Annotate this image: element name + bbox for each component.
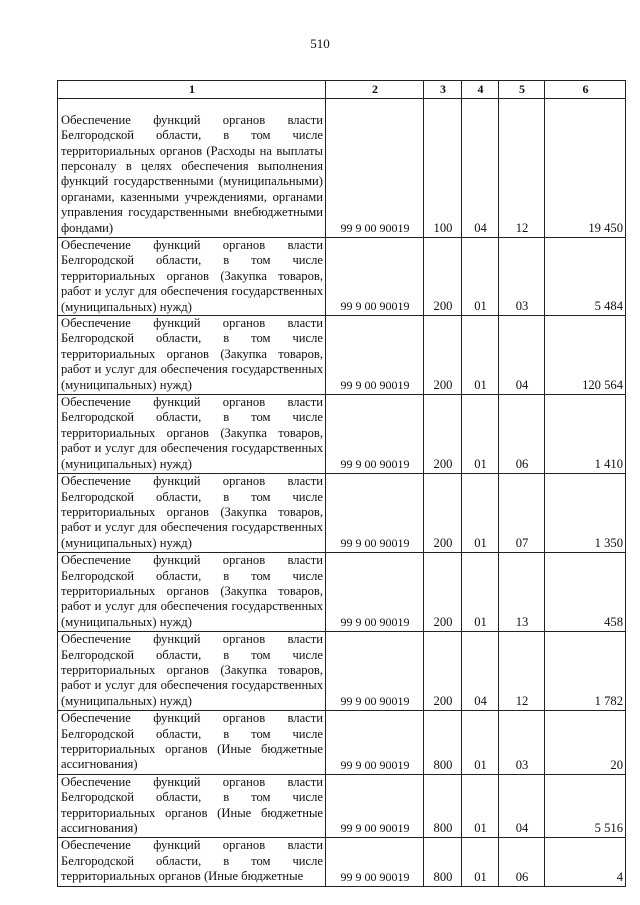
row-pr: 12 xyxy=(499,99,545,238)
row-sum: 4 xyxy=(545,838,626,886)
column-header: 3 xyxy=(424,81,462,99)
row-rz: 01 xyxy=(462,774,499,838)
column-header: 6 xyxy=(545,81,626,99)
row-description: Обеспечение функций органов власти Белгородской области, в том числе территориальных органов (Закупка товаров, работ и услуг для обеспечения государственных (муниципальных) нужд) xyxy=(58,474,326,553)
row-pr: 04 xyxy=(499,774,545,838)
row-code: 99 9 00 90019 xyxy=(326,395,424,474)
column-header: 5 xyxy=(499,81,545,99)
row-rz: 01 xyxy=(462,238,499,316)
row-code: 99 9 00 90019 xyxy=(326,711,424,775)
table-row xyxy=(58,99,626,238)
row-vr: 200 xyxy=(424,395,462,474)
column-header: 2 xyxy=(326,81,424,99)
row-code: 99 9 00 90019 xyxy=(326,238,424,316)
table-row xyxy=(58,474,626,553)
row-sum: 19 450 xyxy=(545,99,626,238)
row-vr: 800 xyxy=(424,774,462,838)
column-header: 4 xyxy=(462,81,499,99)
row-vr: 800 xyxy=(424,838,462,886)
row-vr: 100 xyxy=(424,99,462,238)
row-rz: 01 xyxy=(462,838,499,886)
table-row xyxy=(58,316,626,395)
row-sum: 120 564 xyxy=(545,316,626,395)
row-sum: 20 xyxy=(545,711,626,775)
row-rz: 01 xyxy=(462,395,499,474)
table-row xyxy=(58,632,626,711)
row-sum: 1 350 xyxy=(545,474,626,553)
row-pr: 13 xyxy=(499,553,545,632)
row-rz: 01 xyxy=(462,711,499,775)
row-pr: 06 xyxy=(499,395,545,474)
row-sum: 5 484 xyxy=(545,238,626,316)
row-sum: 5 516 xyxy=(545,774,626,838)
row-description: Обеспечение функций органов власти Белгородской области, в том числе территориальных органов (Закупка товаров, работ и услуг для обеспечения государственных (муниципальных) нужд) xyxy=(58,632,326,711)
row-rz: 01 xyxy=(462,474,499,553)
table-row xyxy=(58,838,626,886)
table-header-row xyxy=(58,81,626,99)
row-description: Обеспечение функций органов власти Белгородской области, в том числе территориальных органов (Закупка товаров, работ и услуг для обеспечения государственных (муниципальных) нужд) xyxy=(58,316,326,395)
row-code: 99 9 00 90019 xyxy=(326,99,424,238)
row-pr: 04 xyxy=(499,316,545,395)
row-pr: 07 xyxy=(499,474,545,553)
row-code: 99 9 00 90019 xyxy=(326,474,424,553)
row-code: 99 9 00 90019 xyxy=(326,774,424,838)
row-description: Обеспечение функций органов власти Белгородской области, в том числе территориальных органов (Закупка товаров, работ и услуг для обеспечения государственных (муниципальных) нужд) xyxy=(58,395,326,474)
row-pr: 03 xyxy=(499,238,545,316)
row-code: 99 9 00 90019 xyxy=(326,632,424,711)
row-code: 99 9 00 90019 xyxy=(326,316,424,395)
row-rz: 04 xyxy=(462,99,499,238)
row-description: Обеспечение функций органов власти Белгородской области, в том числе территориальных органов (Иные бюджетные xyxy=(58,838,326,886)
row-rz: 01 xyxy=(462,316,499,395)
row-description: Обеспечение функций органов власти Белгородской области, в том числе территориальных органов (Закупка товаров, работ и услуг для обеспечения государственных (муниципальных) нужд) xyxy=(58,238,326,316)
row-rz: 01 xyxy=(462,553,499,632)
page-number: 510 xyxy=(310,36,330,51)
table-row xyxy=(58,711,626,775)
row-pr: 06 xyxy=(499,838,545,886)
row-sum: 1 782 xyxy=(545,632,626,711)
row-vr: 200 xyxy=(424,632,462,711)
row-pr: 03 xyxy=(499,711,545,775)
row-description: Обеспечение функций органов власти Белгородской области, в том числе территориальных органов (Расходы на выплаты персоналу в целях обеспечения выполнения функций государственными (муниципальными) органами, казенными учреждениями, органами управления государственными внебюджетными фондами) xyxy=(58,99,326,238)
row-vr: 200 xyxy=(424,316,462,395)
row-rz: 04 xyxy=(462,632,499,711)
row-pr: 12 xyxy=(499,632,545,711)
table-row xyxy=(58,774,626,838)
table-row xyxy=(58,238,626,316)
row-sum: 1 410 xyxy=(545,395,626,474)
row-vr: 200 xyxy=(424,474,462,553)
row-description: Обеспечение функций органов власти Белгородской области, в том числе территориальных органов (Закупка товаров, работ и услуг для обеспечения государственных (муниципальных) нужд) xyxy=(58,553,326,632)
row-vr: 200 xyxy=(424,238,462,316)
table-row xyxy=(58,553,626,632)
row-sum: 458 xyxy=(545,553,626,632)
row-description: Обеспечение функций органов власти Белгородской области, в том числе территориальных органов (Иные бюджетные ассигнования) xyxy=(58,711,326,775)
column-header: 1 xyxy=(58,81,326,99)
row-description: Обеспечение функций органов власти Белгородской области, в том числе территориальных органов (Иные бюджетные ассигнования) xyxy=(58,774,326,838)
budget-table xyxy=(57,80,626,887)
row-code: 99 9 00 90019 xyxy=(326,553,424,632)
row-vr: 800 xyxy=(424,711,462,775)
table-row xyxy=(58,395,626,474)
row-vr: 200 xyxy=(424,553,462,632)
row-code: 99 9 00 90019 xyxy=(326,838,424,886)
